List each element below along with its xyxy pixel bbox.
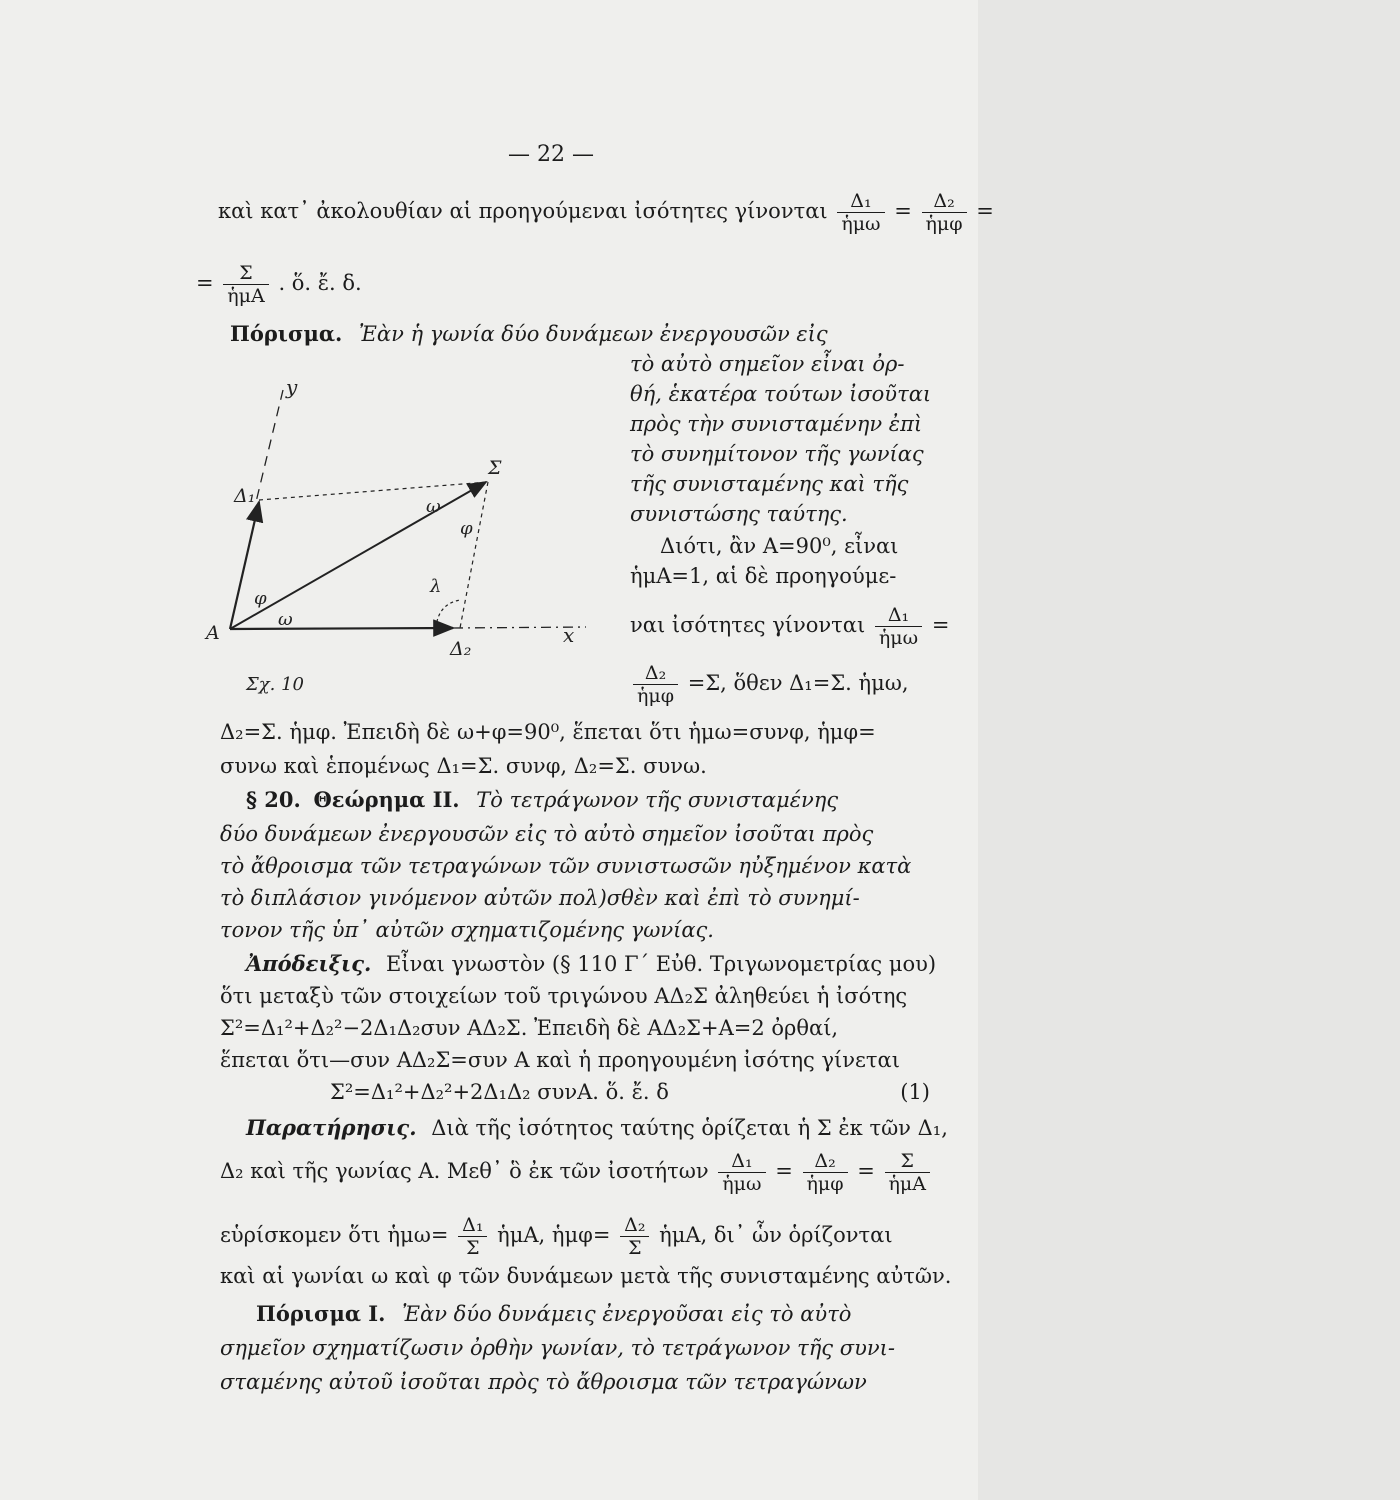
equals-sign: = (196, 271, 214, 295)
porisma2-title: Πόρισμα I. (256, 1301, 386, 1326)
vector-d1 (230, 502, 259, 629)
line-text: ἡμA, δι᾽ ὧν ὁρίζονται (659, 1223, 893, 1247)
label-x: x (563, 623, 575, 647)
y-axis (256, 390, 283, 502)
remark-title: Παρατήρησις. (246, 1115, 417, 1140)
vector-sigma (230, 482, 486, 629)
porisma-line: τὸ συνημίτονον τῆς γωνίας (630, 442, 924, 466)
text-line (630, 604, 1370, 649)
fraction: $\frac{\text{Δ₁}}{\text{ἡμω}}$ (718, 1150, 765, 1195)
porisma-title: Πόρισμα. (230, 321, 343, 346)
fraction: $\frac{\text{Δ₂}}{\text{ἡμφ}}$ (803, 1150, 848, 1195)
equals-sign: = (775, 1159, 793, 1183)
label-d2: Δ₂ (450, 638, 472, 660)
theorem-line: τὸ ἄθροισμα τῶν τετραγώνων τῶν συνιστωσῶν ηὐξημένον κατὰ (220, 854, 912, 878)
vector-d2 (230, 628, 453, 629)
porisma-heading-line (230, 320, 970, 348)
force-diagram (198, 372, 598, 702)
text-line (218, 190, 994, 235)
angle-arc (436, 600, 460, 628)
fraction: $\frac{\text{Δ₁}}{\Sigma}$ (458, 1214, 487, 1259)
proof-line: ὅτι μεταξὺ τῶν στοιχείων τοῦ τριγώνου AΔ₂Σ ἀληθεύει ἡ ἰσότης (220, 984, 908, 1008)
equals-sign: = (931, 613, 950, 637)
porisma-line: πρὸς τὴν συνισταμένην ἐπὶ (630, 412, 923, 436)
label-phi: φ (254, 588, 267, 609)
fraction: $\frac{\text{Δ₁}}{\text{ἡμω}}$ (837, 190, 884, 235)
porisma-line: συνιστώσης ταύτης. (630, 502, 848, 526)
text-line (630, 662, 1370, 707)
porisma2-line: σταμένης αὐτοῦ ἰσοῦται πρὸς τὸ ἄθροισμα τῶν τετραγώνων (220, 1370, 867, 1394)
fraction: $\frac{\text{Δ₂}}{\Sigma}$ (620, 1214, 649, 1259)
figure-caption: Σχ. 10 (246, 674, 304, 695)
parallelogram-side (259, 482, 488, 500)
line-text: ναι ἰσότητες γίνονται (630, 613, 866, 637)
text-line: ἡμA=1, αἱ δὲ προηγούμε- (630, 564, 897, 588)
parallelogram-side (460, 482, 488, 628)
label-phi-top: φ (460, 518, 473, 539)
fraction: $\frac{\Sigma}{\text{ἡμA}}$ (223, 262, 268, 307)
porisma2-text: Ἐὰν δύο δυνάμεις ἐνεργοῦσαι εἰς τὸ αὐτὸ (402, 1302, 852, 1326)
text-line (196, 262, 936, 307)
theorem-line: τὸ διπλάσιον γινόμενον αὐτῶν πολ)σθὲν καὶ ἐπὶ τὸ συνημί- (220, 886, 860, 910)
fraction: $\frac{\text{Δ₁}}{\text{ἡμω}}$ (875, 604, 922, 649)
section-number: § 20. (246, 787, 301, 812)
proof-heading-line (246, 950, 986, 978)
line-text: ἡμA, ἡμφ= (497, 1223, 611, 1247)
remark-text: Διὰ τῆς ἰσότητος ταύτης ὁρίζεται ἡ Σ ἐκ τῶν Δ₁, (431, 1116, 948, 1140)
text-line: Διότι, ἂν A=90⁰, εἶναι (660, 534, 899, 558)
equals-sign: = (894, 199, 912, 223)
remark-heading-line (246, 1114, 986, 1142)
label-omega: ω (278, 609, 293, 630)
proof-line: ἕπεται ὅτι—συν AΔ₂Σ=συν A καὶ ἡ προηγουμένη ἰσότης γίνεται (220, 1048, 900, 1072)
label-a: A (206, 622, 220, 644)
line-text: καὶ κατ᾽ ἀκολουθίαν αἱ προηγούμεναι ἰσότητες γίνονται (218, 199, 828, 223)
theorem-line: τονον τῆς ὑπ᾽ αὐτῶν σχηματιζομένης γωνίας. (220, 918, 714, 942)
porisma-line: τὸ αὐτὸ σημεῖον εἶναι ὀρ- (630, 352, 905, 376)
theorem-text: Τὸ τετράγωνον τῆς συνισταμένης (476, 788, 839, 812)
text-line (220, 1214, 960, 1259)
fraction: $\frac{\text{Δ₂}}{\text{ἡμφ}}$ (922, 190, 967, 235)
text-line: Δ₂=Σ. ἡμφ. Ἐπειδὴ δὲ ω+φ=90⁰, ἕπεται ὅτι ἡμω=συνφ, ἡμφ= (220, 720, 876, 744)
formula-number: (1) (900, 1080, 930, 1104)
text-line: συνω καὶ ἑπομένως Δ₁=Σ. συνφ, Δ₂=Σ. συνω. (220, 754, 707, 778)
text-line: καὶ αἱ γωνίαι ω καὶ φ τῶν δυνάμεων μετὰ τῆς συνισταμένης αὐτῶν. (220, 1264, 952, 1288)
formula: Σ²=Δ₁²+Δ₂²+2Δ₁Δ₂ συνA. ὅ. ἔ. δ (330, 1080, 669, 1104)
label-y: y (286, 375, 298, 399)
label-sigma: Σ (488, 457, 502, 479)
porisma-text: Ἐὰν ἡ γωνία δύο δυνάμεων ἐνεργουσῶν εἰς (358, 322, 828, 346)
equals-sign: = (976, 199, 994, 223)
formula-line (330, 1078, 930, 1106)
line-text: εὑρίσκομεν ὅτι ἡμω= (220, 1223, 449, 1247)
porisma-line: θή, ἑκατέρα τούτων ἰσοῦται (630, 382, 932, 406)
theorem-heading-line (246, 786, 986, 814)
proof-title: Ἀπόδειξις. (246, 951, 372, 976)
line-text: Δ₂ καὶ τῆς γωνίας A. Μεθ᾽ ὃ ἐκ τῶν ἰσοτήτων (220, 1159, 709, 1183)
fraction: $\frac{\text{Δ₂}}{\text{ἡμφ}}$ (633, 662, 678, 707)
porisma2-line: σημεῖον σχηματίζωσιν ὀρθὴν γωνίαν, τὸ τετράγωνον τῆς συνι- (220, 1336, 895, 1360)
line-text: =Σ, ὅθεν Δ₁=Σ. ἡμω, (687, 671, 909, 695)
qed: . ὅ. ἔ. δ. (278, 271, 362, 295)
theorem-line: δύο δυνάμεων ἐνεργουσῶν εἰς τὸ αὐτὸ σημεῖον ἰσοῦται πρὸς (220, 822, 874, 846)
theorem-title: Θεώρημα II. (313, 787, 460, 812)
proof-line: Σ²=Δ₁²+Δ₂²−2Δ₁Δ₂συν AΔ₂Σ. Ἐπειδὴ δὲ AΔ₂Σ+A=2 ὀρθαί, (220, 1016, 839, 1040)
equals-sign: = (857, 1159, 875, 1183)
label-omega-top: ω (426, 496, 441, 517)
label-d1: Δ₁ (234, 485, 256, 507)
porisma2-heading-line (256, 1300, 996, 1328)
fraction: $\frac{\Sigma}{\text{ἡμA}}$ (885, 1150, 930, 1195)
page-number: — 22 — (508, 142, 594, 167)
label-lambda: λ (430, 576, 442, 597)
porisma-line: τῆς συνισταμένης καὶ τῆς (630, 472, 909, 496)
text-line (220, 1150, 960, 1195)
proof-text: Εἶναι γνωστὸν (§ 110 Γ΄ Εὐθ. Τριγωνομετρίας μου) (386, 952, 937, 976)
